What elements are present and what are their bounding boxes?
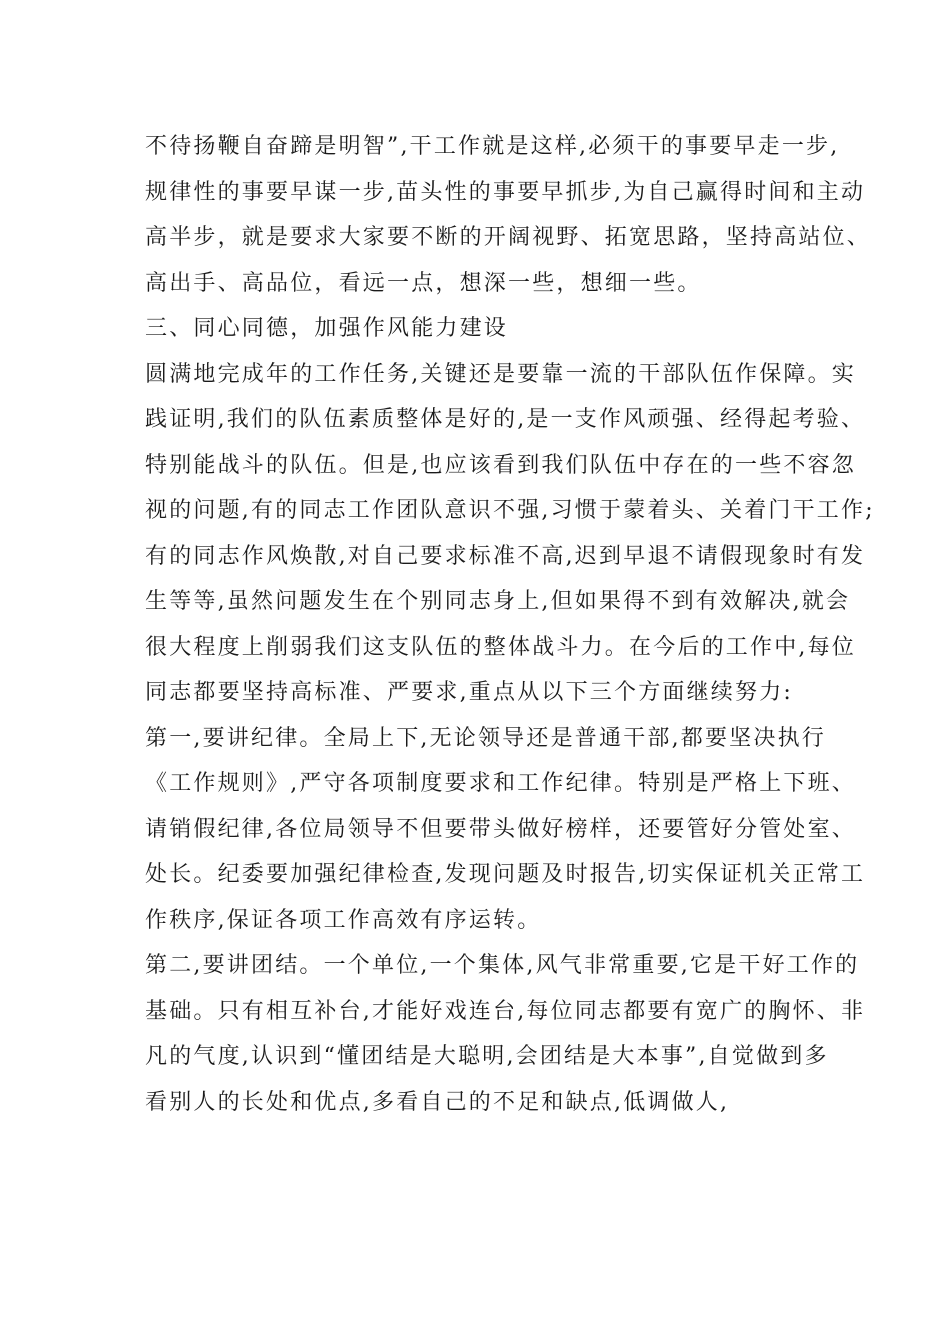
text-line: 《工作规则》,严守各项制度要求和工作纪律。特别是严格上下班、 — [145, 771, 856, 796]
text-line: 第二,要讲团结。一个单位,一个集体,风气非常重要,它是干好工作的 — [145, 953, 860, 978]
text-line: 视的问题,有的同志工作团队意识不强,习惯于蒙着头、关着门干工作; — [145, 498, 875, 523]
text-line: 看别人的长处和优点,多看自己的不足和缺点,低调做人, — [145, 1089, 730, 1115]
text-line: 处长。纪委要加强纪律检查,发现问题及时报告,切实保证机关正常工 — [145, 862, 866, 887]
text-line: 生等等,虽然问题发生在个别同志身上,但如果得不到有效解决,就会 — [145, 589, 851, 614]
text-line: 圆满地完成年的工作任务,关键还是要靠一流的干部队伍作保障。实 — [145, 361, 856, 387]
text-line: 高出手、高品位，看远一点，想深一些，想细一些。 — [145, 270, 702, 296]
text-line: 基础。只有相互补台,才能好戏连台,每位同志都要有宽广的胸怀、非 — [145, 998, 866, 1024]
text-line: 同志都要坚持高标准、严要求,重点从以下三个方面继续努力: — [145, 680, 794, 705]
section-heading: 三、同心同德，加强作风能力建设 — [145, 316, 509, 341]
text-line: 特别能战斗的队伍。但是,也应该看到我们队伍中存在的一些不容忽 — [145, 452, 856, 478]
text-line: 凡的气度,认识到“懂团结是大聪明,会团结是大本事”,自觉做到多 — [145, 1044, 829, 1069]
text-line: 规律性的事要早谋一步,苗头性的事要早抓步,为自己赢得时间和主动 — [145, 179, 866, 205]
text-line: 请销假纪律,各位局领导不但要带头做好榜样，还要管好分管处室、 — [145, 816, 856, 842]
body-text — [145, 124, 875, 1125]
text-line: 有的同志作风焕散,对自己要求标准不高,迟到早退不请假现象时有发 — [145, 543, 866, 569]
text-line: 很大程度上削弱我们这支队伍的整体战斗力。在今后的工作中,每位 — [145, 634, 856, 660]
text-line: 作秩序,保证各项工作高效有序运转。 — [145, 907, 542, 933]
text-line: 践证明,我们的队伍素质整体是好的,是一支作风顽强、经得起考验、 — [145, 407, 866, 432]
text-line: 第一,要讲纪律。全局上下,无论领导还是普通干部,都要坚决执行 — [145, 725, 826, 751]
text-line: 高半步，就是要求大家要不断的开阔视野、拓宽思路，坚持高站位、 — [145, 225, 872, 250]
text-line: 不待扬鞭自奋蹄是明智”,干工作就是这样,必须干的事要早走一步, — [145, 134, 840, 159]
